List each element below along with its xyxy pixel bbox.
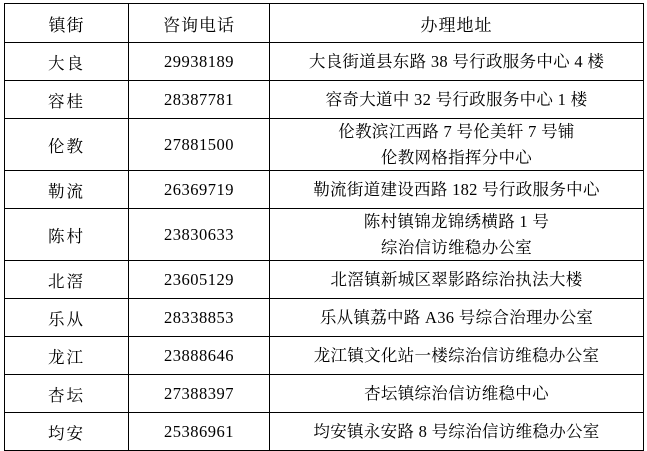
table-row: [5, 375, 644, 413]
address-line: 伦教滨江西路 7 号伦美轩 7 号铺: [338, 122, 575, 141]
address-line: 大良街道县东路 38 号行政服务中心 4 楼: [308, 51, 605, 71]
address-line: 龙江镇文化站一楼综治信访维稳办公室: [313, 345, 600, 365]
cell-address: [270, 375, 644, 413]
cell-phone: 23605129: [129, 261, 270, 299]
cell-address: [270, 81, 644, 119]
address-line: 容奇大道中 32 号行政服务中心 1 楼: [325, 89, 588, 109]
cell-phone: 23888646: [129, 337, 270, 375]
contact-table: [4, 3, 644, 451]
address-line: 乐从镇荔中路 A36 号综合治理办公室: [319, 307, 594, 327]
cell-address: [270, 337, 644, 375]
cell-town: 大良: [5, 43, 129, 81]
table-row: [5, 261, 644, 299]
cell-phone: 29938189: [129, 43, 270, 81]
address-line: 综治信访维稳办公室: [380, 237, 533, 257]
table-row: [5, 413, 644, 451]
table-row: [5, 209, 644, 261]
address-line: 伦教网格指挥分中心: [380, 147, 533, 167]
address-line: 勒流街道建设西路 182 号行政服务中心: [313, 179, 600, 199]
column-header-phone: 咨询电话: [129, 4, 270, 43]
cell-address: [270, 171, 644, 209]
table-header-row: [5, 4, 644, 43]
address-line: 北滘镇新城区翠影路综治执法大楼: [330, 269, 583, 289]
cell-phone: 27881500: [129, 119, 270, 171]
table-header: [5, 4, 644, 43]
cell-town: 北滘: [5, 261, 129, 299]
address-line: 均安镇永安路 8 号综治信访维稳办公室: [313, 421, 600, 441]
table-row: [5, 81, 644, 119]
cell-address: [270, 119, 644, 171]
column-header-address: 办理地址: [270, 4, 644, 43]
cell-phone: 25386961: [129, 413, 270, 451]
cell-address: [270, 299, 644, 337]
cell-phone: 28387781: [129, 81, 270, 119]
address-line: 杏坛镇综治信访维稳中心: [364, 383, 549, 403]
address-line: 陈村镇锦龙锦绣横路 1 号: [363, 212, 550, 232]
cell-address: [270, 43, 644, 81]
table-row: [5, 337, 644, 375]
cell-address: [270, 261, 644, 299]
column-header-town: 镇街: [5, 4, 129, 43]
cell-phone: 27388397: [129, 375, 270, 413]
table-body: [5, 43, 644, 451]
cell-town: 龙江: [5, 337, 129, 375]
cell-phone: 26369719: [129, 171, 270, 209]
cell-town: 乐从: [5, 299, 129, 337]
table-row: [5, 119, 644, 171]
cell-phone: 28338853: [129, 299, 270, 337]
cell-town: 杏坛: [5, 375, 129, 413]
cell-address: [270, 209, 644, 261]
cell-town: 伦教: [5, 119, 129, 171]
cell-address: [270, 413, 644, 451]
table-row: [5, 171, 644, 209]
cell-phone: 23830633: [129, 209, 270, 261]
cell-town: 陈村: [5, 209, 129, 261]
cell-town: 容桂: [5, 81, 129, 119]
table-row: [5, 43, 644, 81]
table-row: [5, 299, 644, 337]
cell-town: 勒流: [5, 171, 129, 209]
cell-town: 均安: [5, 413, 129, 451]
